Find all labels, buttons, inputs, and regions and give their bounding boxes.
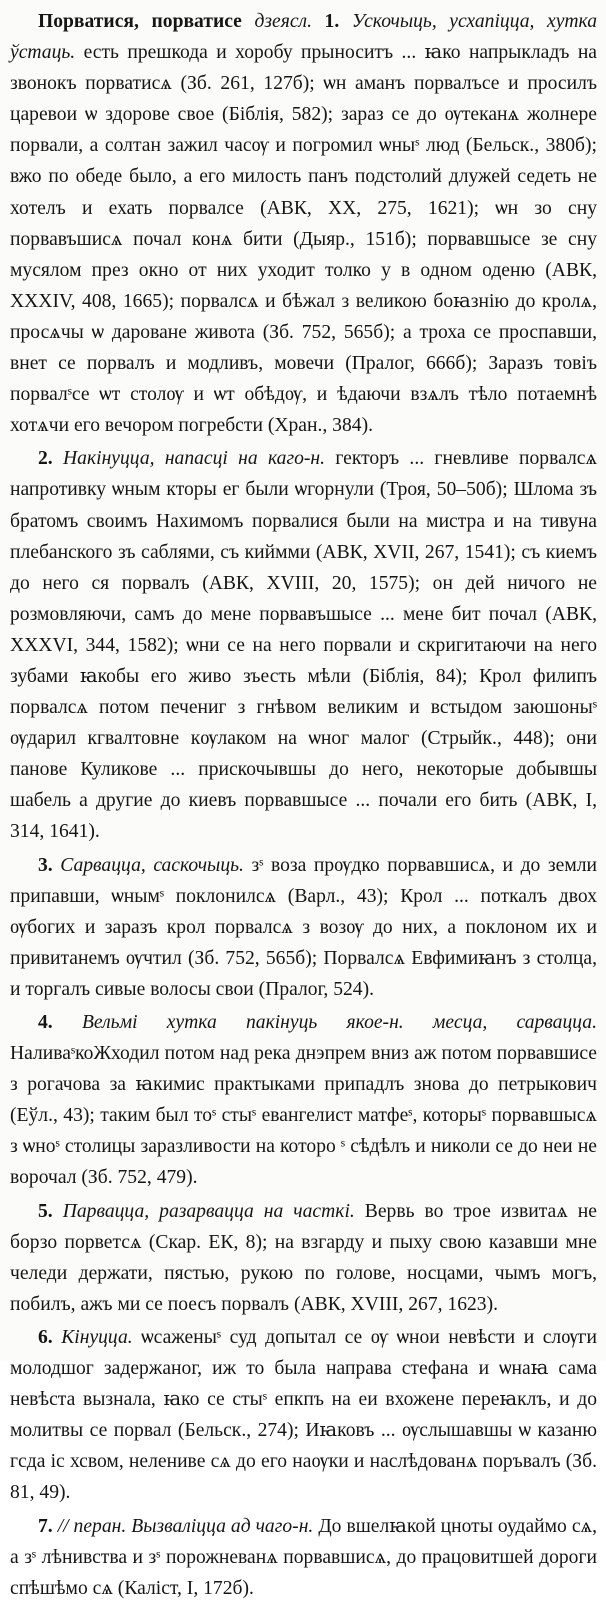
sense-number: 2. xyxy=(38,448,53,470)
sense-definition: Ускочыць, усхапіцца, хутка ўстаць. xyxy=(10,11,598,64)
sense-definition: Парвацца, разарвацца на часткі. xyxy=(62,1200,355,1222)
entry-headword: Порватися, порватисе xyxy=(38,11,242,32)
sense-number: 4. xyxy=(38,1012,53,1033)
sense-examples: есть прешкода и хоробу прыноситъ ... ꙗко напрыкладъ на звонокъ порватисѧ (Зб. 261, 127б); ѡн аманъ порвалъсе и просилъ царевои ѡ здорове свое (Біблія, 582); зараз се до ѹтеканѧ жолнере порвали, а солтан зажил часѹ и погромил ѡныˢ люд (Бельск., 380б); вжо по обеде было, а его милость панъ подстолий длужей седеть не хотелъ и ехать порвалсе (АВК, XX, 275, 1621); ѡн зо сну порвавъшисѧ почал конѧ бити (Дыяр., 151б); порвавшысе зе сну мусялом през окно от них уходит толко у в одном оденю (АВК, XXXIV, 408, 1665); порвалсѧ и бѣжал з великою боꙗзнію до кролѧ, просѧчы ѡ дароване живота (Зб. 752, 565б); а троха се проспавши, внет се порвалъ и модливъ, мовечи (Пралог, 666б); Заразъ товіъ порвалˢсе ѡт столѹ и ѡт обѣдѹ, и ѣдаючи взѧлъ тѣло потаемнѣ хотѧчи его вечором погребсти (Хран., 384). xyxy=(10,42,597,437)
sense-paragraph-6 xyxy=(10,1322,597,1509)
sense-number: 6. xyxy=(38,1326,53,1348)
sense-number: 5. xyxy=(38,1200,53,1222)
sense-paragraph-7 xyxy=(10,1511,597,1604)
sense-paragraph-3 xyxy=(10,850,597,1005)
sense-paragraph-5 xyxy=(10,1196,597,1320)
sense-examples: зˢ воза прѹдко порвавшисѧ, и до земли припавши, ѡнымˢ поклонилсѧ (Варл., 43); Крол ... поткалъ двох ѹбогих и заразъ крол порвалсѧ з возѹ до них, а поклоном их и привитанемъ ѹчтил (Зб. 752, 565б); Порвалсѧ Евфимиꙗнъ з столца, и торгалъ сивые волосы свои (Пралог, 524). xyxy=(10,854,597,1000)
sense-definition: // перан. Вызваліцца ад чаго-н. xyxy=(57,1515,314,1537)
sense-paragraph-4 xyxy=(10,1007,597,1194)
sense-number: 3. xyxy=(38,854,53,876)
sense-paragraph-1 xyxy=(10,6,597,441)
sense-definition: Накінуцца, напасці на каго-н. xyxy=(63,448,326,470)
sense-examples: НаливаˢкоЖходил потом над река днэпрем вниз аж потом порвавшисе з рогачова за ꙗкимис практыками припадлъ знова до петрыкович (Еўл., 43); таким был тоˢ стыˢ евангелист матфеˢ, которыˢ порвавшысѧ з ѡноˢ столицы заразливости на которо ˢ сѣдѣлъ и николи се до неи не ворочал (Зб. 752, 479). xyxy=(10,1043,597,1189)
sense-examples: Вервь во трое извитаѧ не борзо порветсѧ (Скар. ЕК, 8); на взгарду и пыху свою казавши мне челеди держати, пястью, рукою по голове, носцами, чымъ могъ, побилъ, ажъ ми се поесъ порвалъ (АВК, XVIII, 267, 1623). xyxy=(10,1200,597,1315)
sense-definition: Вельмі хутка пакінуць якое-н. месца, сарвацца. xyxy=(81,1012,597,1033)
sense-examples: ѡсаженыˢ суд допытал се ѹ ѡнои невѣсти и слѹги молодшог задержаног, иж то была напрaва стефана и ѡнаꙗ сама невѣста вызнала, ꙗко се стыˢ епкпъ на еи вхожене переꙗклъ, и до молитвы се порвал (Бельск., 274); Иꙗковъ ... ѹслышавшы ѡ казаню гсда іс хсвом, нелениве сѧ до его наѹки и наслѣдованѧ поръвалъ (Зб. 81, 49). xyxy=(10,1326,597,1504)
sense-definition: Сарвацца, саскочыць. xyxy=(60,854,244,876)
sense-examples: гекторъ ... гневливе порвалсѧ напротивку ѡным кторы ег были ѡгорнули (Троя, 50–50б); Шлома зъ братомъ своимъ Нахимомъ порвалися были на мистра и на тивуна плебанского зъ саблями, съ киймми (АВК, XVII, 267, 1541); съ киемъ до него ся порвалъ (АВК, XVIII, 20, 1575); он дей ничого не розмовляючи, самъ до мене порвавъшысе ... мене бит почал (АВК, XXXVI, 344, 1582); ѡни се на него порвали и скригитаючи на него зубами ꙗкобы его живо зъесть мѣли (Біблія, 84); Крол филипъ порвалсѧ потом печениг з гнѣвом великим и встыдом заюшоныˢ ѹдарил кгвалтовне кѹлаком на ѡног малог (Стрыйк., 448); они панове Куликове ... прискочывшы до него, некоторые добывшы шабель а другие до киевъ порвавшысе ... почали его бить (АВК, I, 314, 1641). xyxy=(10,448,597,843)
sense-examples: До вшелꙗкой цноты оудаймо сѧ, а зˢ лѣнивства и зˢ порожневанѧ порвавшисѧ, до працовитшей дороги спѣшѣмо сѧ (Каліст, I, 172б). xyxy=(10,1515,597,1599)
sense-paragraph-2 xyxy=(10,443,597,847)
sense-definition: Кінуцца. xyxy=(61,1326,133,1348)
sense-number: 1. xyxy=(324,11,340,32)
sense-number: 7. xyxy=(38,1515,53,1537)
grammar-label: дзеясл. xyxy=(254,11,312,32)
